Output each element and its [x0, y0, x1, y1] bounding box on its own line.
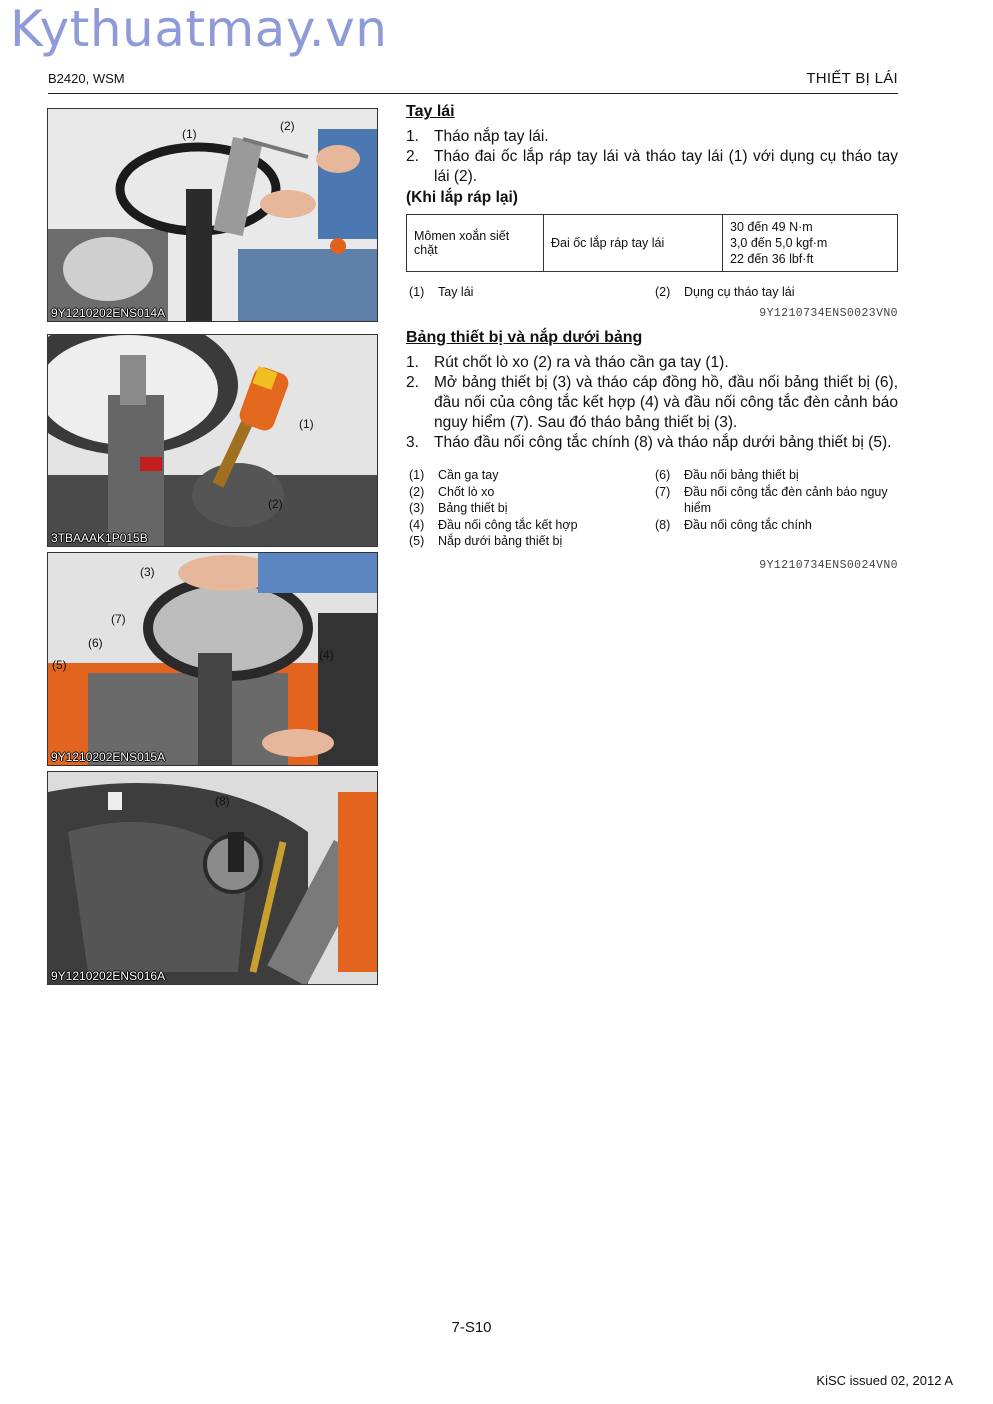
step-list — [406, 353, 898, 453]
step-number: 2. — [406, 148, 419, 165]
reference-list — [406, 284, 898, 301]
header-model: B2420, WSM — [48, 71, 125, 86]
step-text: Tháo đầu nối công tắc chính (8) và tháo nắp dưới bảng thiết bị (5). — [434, 434, 892, 451]
figure-instrument-panel — [47, 552, 378, 766]
callout-8: (8) — [215, 794, 230, 808]
step — [406, 353, 898, 373]
document-code: 9Y1210734ENS0023VN0 — [759, 306, 898, 320]
list-item: (1) Tay lái — [409, 285, 474, 299]
figure-steering-wheel — [47, 108, 378, 322]
callout-2: (2) — [280, 119, 295, 133]
header-rule — [48, 93, 898, 94]
section-title: Tay lái — [406, 103, 455, 120]
callout-1: (1) — [182, 127, 197, 141]
figure-code: 9Y1210202ENS016A — [51, 969, 166, 983]
torque-item: Đai ốc lắp ráp tay lái — [544, 215, 723, 272]
callout-7: (7) — [111, 612, 126, 626]
list-item: (2) Dụng cụ tháo tay lái — [655, 285, 795, 299]
torque-label: Mômen xoắn siết chặt — [407, 215, 544, 272]
list-item: (3) Bảng thiết bị — [409, 501, 508, 515]
steering-wheel-photo — [48, 109, 377, 321]
issue-note: KiSC issued 02, 2012 A — [816, 1373, 953, 1388]
step — [406, 373, 898, 433]
torque-value-lbfft: 22 đến 36 lbf·ft — [730, 252, 814, 266]
list-item: (7) Đầu nối công tắc đèn cảnh báo nguy hiểm — [655, 484, 888, 515]
callout-2: (2) — [268, 497, 283, 511]
list-item: (6) Đầu nối bảng thiết bị — [655, 468, 799, 482]
step-text: Mở bảng thiết bị (3) và tháo cáp đồng hồ, đầu nối bảng thiết bị (6), đầu nối của công tắc kết hợp (4) và đầu nối công tắc đèn cảnh báo nguy hiểm (7). Sau đó tháo bảng thiết bị (3). — [434, 374, 898, 431]
list-item: (4) Đầu nối công tắc kết hợp — [409, 517, 578, 532]
reassembly-title: (Khi lắp ráp lại) — [406, 189, 518, 206]
step-text: Rút chốt lò xo (2) ra và tháo cần ga tay (1). — [434, 354, 729, 371]
callout-6: (6) — [88, 636, 103, 650]
step — [406, 433, 898, 453]
list-item: (2) Chốt lò xo — [409, 484, 495, 499]
step-text: Tháo đai ốc lắp ráp tay lái và tháo tay lái (1) với dụng cụ tháo tay lái (2). — [434, 148, 898, 185]
figure-code: 3TBAAAK1P015B — [51, 531, 148, 545]
hand-throttle-photo — [48, 335, 377, 546]
figure-code: 9Y1210202ENS015A — [51, 750, 166, 764]
step-list — [406, 127, 898, 187]
callout-3: (3) — [140, 565, 155, 579]
step — [406, 147, 898, 187]
figure-code: 9Y1210202ENS014A — [51, 306, 166, 320]
step-number: 1. — [406, 128, 419, 145]
table-row — [407, 215, 898, 272]
step-text: Tháo nắp tay lái. — [434, 128, 549, 145]
callout-4: (4) — [319, 648, 334, 662]
torque-value-nm: 30 đến 49 N·m — [730, 220, 813, 234]
page-number: 7-S10 — [451, 1319, 492, 1336]
step-number: 3. — [406, 434, 419, 451]
watermark: Kythuatmay.vn — [10, 0, 388, 58]
header-section-title: THIẾT BỊ LÁI — [806, 70, 898, 87]
figure-main-switch — [47, 771, 378, 985]
step-number: 1. — [406, 354, 419, 371]
step — [406, 127, 898, 147]
section-title: Bảng thiết bị và nắp dưới bảng — [406, 329, 643, 346]
torque-value-kgfm: 3,0 đến 5,0 kgf·m — [730, 236, 828, 250]
main-switch-photo — [48, 772, 377, 984]
section-steering-wheel — [406, 103, 898, 320]
torque-values — [723, 215, 898, 272]
callout-5: (5) — [52, 658, 67, 672]
section-instrument-panel — [406, 329, 898, 572]
step-number: 2. — [406, 374, 419, 391]
list-item: (5) Nắp dưới bảng thiết bị — [409, 534, 563, 548]
document-code: 9Y1210734ENS0024VN0 — [759, 558, 898, 572]
list-item: (1) Cần ga tay — [409, 468, 499, 482]
torque-table — [406, 214, 898, 272]
reference-list — [406, 467, 898, 550]
list-item: (8) Đầu nối công tắc chính — [655, 517, 812, 532]
figure-hand-throttle — [47, 334, 378, 547]
callout-1: (1) — [299, 417, 314, 431]
